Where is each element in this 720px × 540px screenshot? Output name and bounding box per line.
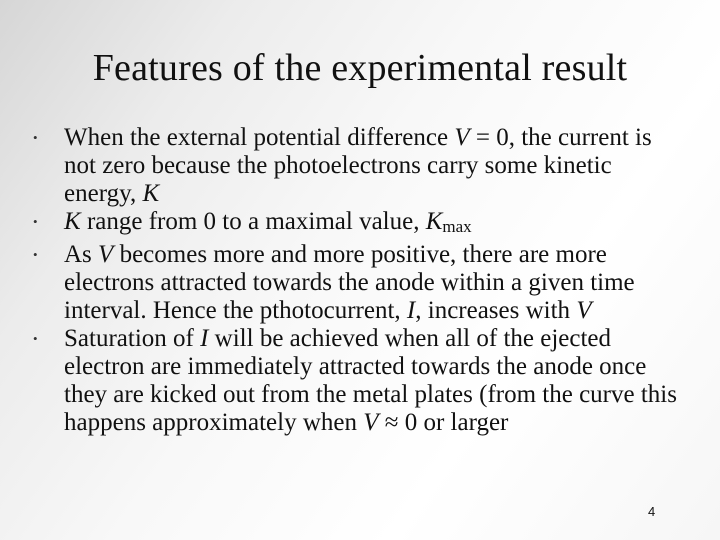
bullet-text [64,124,680,208]
text-run: As [64,241,99,268]
variable-v: V [98,241,114,268]
bullet-item [30,208,680,241]
bullet-item [30,241,680,325]
bullet-text [64,208,680,241]
variable-i: I [200,325,209,352]
variable-k: K [142,180,160,207]
text-run: Saturation of [64,325,201,352]
text-run: becomes more and more positive, there are more electrons attracted towards the anode within a given time interval. Hence the pthotocurrent, [64,241,635,324]
bullet-item [30,325,680,437]
bullet-text [64,241,680,325]
text-run: , increases with [415,297,577,324]
bullet-list [30,124,680,437]
bullet-item [30,124,680,208]
variable-v: V [454,124,470,151]
bullet-dot-icon: • [33,214,38,229]
bullet-text [64,325,680,437]
variable-k-max: K [425,208,443,235]
page-number: 4 [648,504,656,519]
text-run: range from 0 to a maximal value, [80,208,426,235]
text-run: will be achieved when all of the ejected electron are immediately attracted towards the anode once they are kicked out from the metal plates (from the curve this happens approximately when [64,325,677,436]
bullet-dot-icon: • [33,331,38,346]
variable-v: V [363,409,379,436]
text-run: When the external potential difference [64,124,455,151]
slide-title: Features of the experimental result [92,47,628,89]
subscript-max: max [442,217,472,236]
variable-i: I [406,297,416,324]
text-run: ≈ 0 or larger [378,409,509,436]
bullet-dot-icon: • [33,247,38,262]
variable-v: V [576,297,592,324]
variable-k: K [64,208,81,235]
text-run: = 0, the current is not zero because the photoelectrons carry some kinetic energy, [64,124,652,207]
bullet-dot-icon: • [33,130,38,145]
